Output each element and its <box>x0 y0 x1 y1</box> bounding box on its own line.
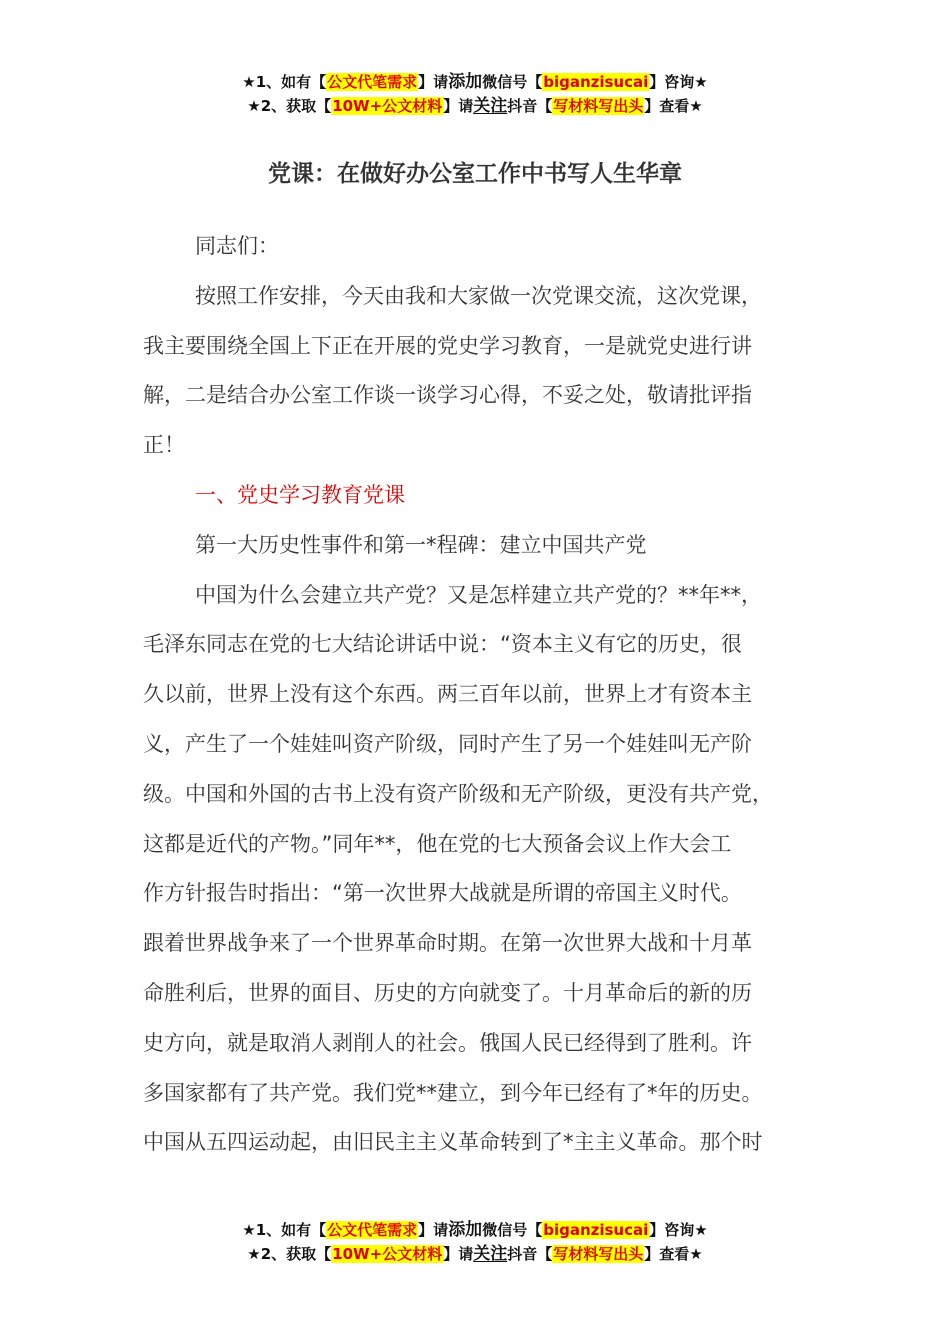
banner-text: ★2、获取【 <box>247 97 332 115</box>
footer-banner <box>0 1218 950 1266</box>
greeting: 同志们： <box>195 234 279 258</box>
banner-highlight: 写材料写出头 <box>553 1245 644 1263</box>
text-line: 这都是近代的产物。”同年**，他在党的七大预备会议上作大会工 <box>143 831 732 856</box>
banner-text: 微信号【 <box>482 1221 543 1239</box>
banner-emphasis: 关注 <box>473 1244 508 1264</box>
banner-highlight: 公文代笔需求 <box>327 1221 418 1239</box>
text-line: 解，二是结合办公室工作谈一谈学习心得，不妥之处，敬请批评指 <box>143 383 752 408</box>
banner-text: ★1、如有【 <box>242 1221 327 1239</box>
banner-text: 抖音【 <box>507 97 553 115</box>
text-line: 久以前，世界上没有这个东西。两三百年以前，世界上才有资本主 <box>143 682 752 707</box>
text-line: 作方针报告时指出：“第一次世界大战就是所谓的帝国主义时代。 <box>143 881 742 906</box>
banner-text: 】咨询★ <box>649 73 708 91</box>
body-paragraph <box>143 571 813 1169</box>
banner-line-2 <box>0 94 950 118</box>
text-line: 多国家都有了共产党。我们党**建立，到今年已经有了*年的历史。 <box>143 1080 763 1105</box>
banner-text: 】请 <box>418 73 449 91</box>
banner-text: 】请 <box>418 1221 449 1239</box>
text-line: 义，产生了一个娃娃叫资产阶级，同时产生了另一个娃娃叫无产阶 <box>143 731 752 756</box>
banner-highlight: 10W+公文材料 <box>332 97 443 115</box>
banner-text: ★2、获取【 <box>247 1245 332 1263</box>
text-line: 按照工作安排，今天由我和大家做一次党课交流，这次党课， <box>195 283 762 308</box>
banner-line-2 <box>0 1242 950 1266</box>
text-line: 级。中国和外国的古书上没有资产阶级和无产阶级，更没有共产党， <box>143 781 773 806</box>
subheading: 第一大历史性事件和第一*程碑：建立中国共产党 <box>195 532 647 557</box>
intro-paragraph <box>143 272 813 471</box>
document-title: 党课：在做好办公室工作中书写人生华章 <box>268 161 682 187</box>
banner-text: 】请 <box>443 1245 474 1263</box>
banner-line-1 <box>0 70 950 94</box>
banner-text: ★1、如有【 <box>242 73 327 91</box>
banner-line-1 <box>0 1218 950 1242</box>
document-body <box>143 222 813 1168</box>
section-heading: 一、党史学习教育党课 <box>195 482 405 507</box>
text-line: 跟着世界战争来了一个世界革命时期。在第一次世界大战和十月革 <box>143 931 752 956</box>
banner-text: 】查看★ <box>644 97 703 115</box>
banner-emphasis: 关注 <box>473 96 508 116</box>
banner-highlight: 写材料写出头 <box>553 97 644 115</box>
text-line: 正！ <box>143 433 185 458</box>
banner-emphasis: 添加 <box>448 72 483 92</box>
text-line: 命胜利后，世界的面目、历史的方向就变了。十月革命后的新的历 <box>143 980 752 1005</box>
banner-text: 抖音【 <box>507 1245 553 1263</box>
banner-highlight: 10W+公文材料 <box>332 1245 443 1263</box>
text-line: 中国从五四运动起，由旧民主主义革命转到了*主主义革命。那个时 <box>143 1130 763 1155</box>
banner-text: 】查看★ <box>644 1245 703 1263</box>
banner-text: 】咨询★ <box>649 1221 708 1239</box>
banner-text: 微信号【 <box>482 73 543 91</box>
text-line: 毛泽东同志在党的七大结论讲话中说：“资本主义有它的历史，很 <box>143 632 742 657</box>
banner-highlight: biganzisucai <box>543 1221 649 1239</box>
text-line: 中国为什么会建立共产党？又是怎样建立共产党的？**年**， <box>195 582 762 607</box>
text-line: 我主要围绕全国上下正在开展的党史学习教育，一是就党史进行讲 <box>143 333 752 358</box>
banner-emphasis: 添加 <box>448 1220 483 1240</box>
banner-highlight: biganzisucai <box>543 73 649 91</box>
header-banner <box>0 70 950 118</box>
banner-highlight: 公文代笔需求 <box>327 73 418 91</box>
banner-text: 】请 <box>443 97 474 115</box>
text-line: 史方向，就是取消人剥削人的社会。俄国人民已经得到了胜利。许 <box>143 1030 752 1055</box>
